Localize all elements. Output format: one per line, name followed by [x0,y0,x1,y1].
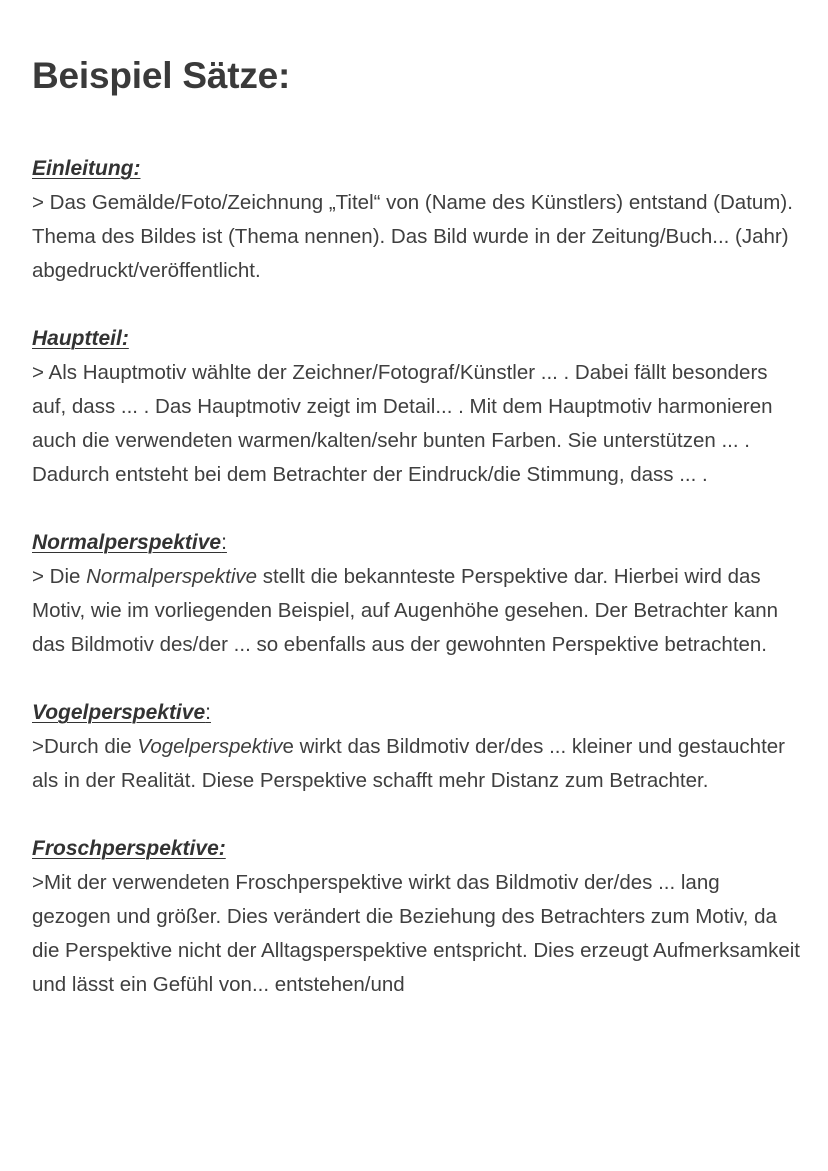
page-title: Beispiel Sätze: [32,55,291,96]
heading-colon: : [205,701,211,724]
text-after: stellt die bekannteste Perspektive dar. Hierbei wird das Motiv, wie im vorliegenden Beispiel, auf Augenhöhe gesehen. Der Betrachter kann das Bildmotiv des/der ... so ebenfalls aus der gewohnten Perspektive betrachten. [32,565,779,656]
heading-label: Vogelperspektive [32,701,206,724]
section-heading [32,526,802,560]
text-before: >Durch die [32,735,138,758]
section-froschperspektive [32,832,802,1002]
section-text: > Das Gemälde/Foto/Zeichnung „Titel“ von (Name des Künstlers) entstand (Datum). Thema des Bildes ist (Thema nennen). Das Bild wurde in der Zeitung/Buch... (Jahr) abgedruckt/veröffentlicht. [32,191,793,282]
document-page [32,52,802,1036]
section-normalperspektive [32,526,802,662]
section-hauptteil [32,322,802,492]
text-after: e wirkt das Bildmotiv der/des ... kleiner und gestauchter als in der Realität. Diese Perspektive schafft mehr Distanz zum Betrachter. [32,735,786,792]
heading-label: Hauptteil: [32,327,129,350]
heading-label: Froschperspektive: [32,837,226,860]
text-emphasis: Normalperspektive [86,565,258,588]
heading-label: Einleitung: [32,157,141,180]
section-einleitung [32,152,802,288]
section-vogelperspektive [32,696,802,798]
text-emphasis: Vogelperspektiv [137,735,283,758]
text-before: > Die [32,565,87,588]
heading-colon: : [221,531,227,554]
heading-label: Normalperspektive [32,531,222,554]
section-heading [32,696,802,730]
section-text [32,730,802,798]
section-heading [32,832,802,866]
section-text: > Als Hauptmotiv wählte der Zeichner/Fotograf/Künstler ... . Dabei fällt besonders auf, dass ... . Das Hauptmotiv zeigt im Detail... . Mit dem Hauptmotiv harmonieren auch die verwendeten warmen/kalten/sehr bunten Farben. Sie unterstützen ... . Dadurch entsteht bei dem Betrachter der Eindruck/die Stimmung, dass ... . [32,361,773,486]
section-heading [32,152,802,186]
section-text [32,560,802,662]
section-text: >Mit der verwendeten Froschperspektive wirkt das Bildmotiv der/des ... lang gezogen und größer. Dies verändert die Beziehung des Betrachters zum Motiv, da die Perspektive nicht der Alltagsperspektive entspricht. Dies erzeugt Aufmerksamkeit und lässt ein Gefühl von... entstehen/und [32,871,800,996]
section-heading [32,322,802,356]
